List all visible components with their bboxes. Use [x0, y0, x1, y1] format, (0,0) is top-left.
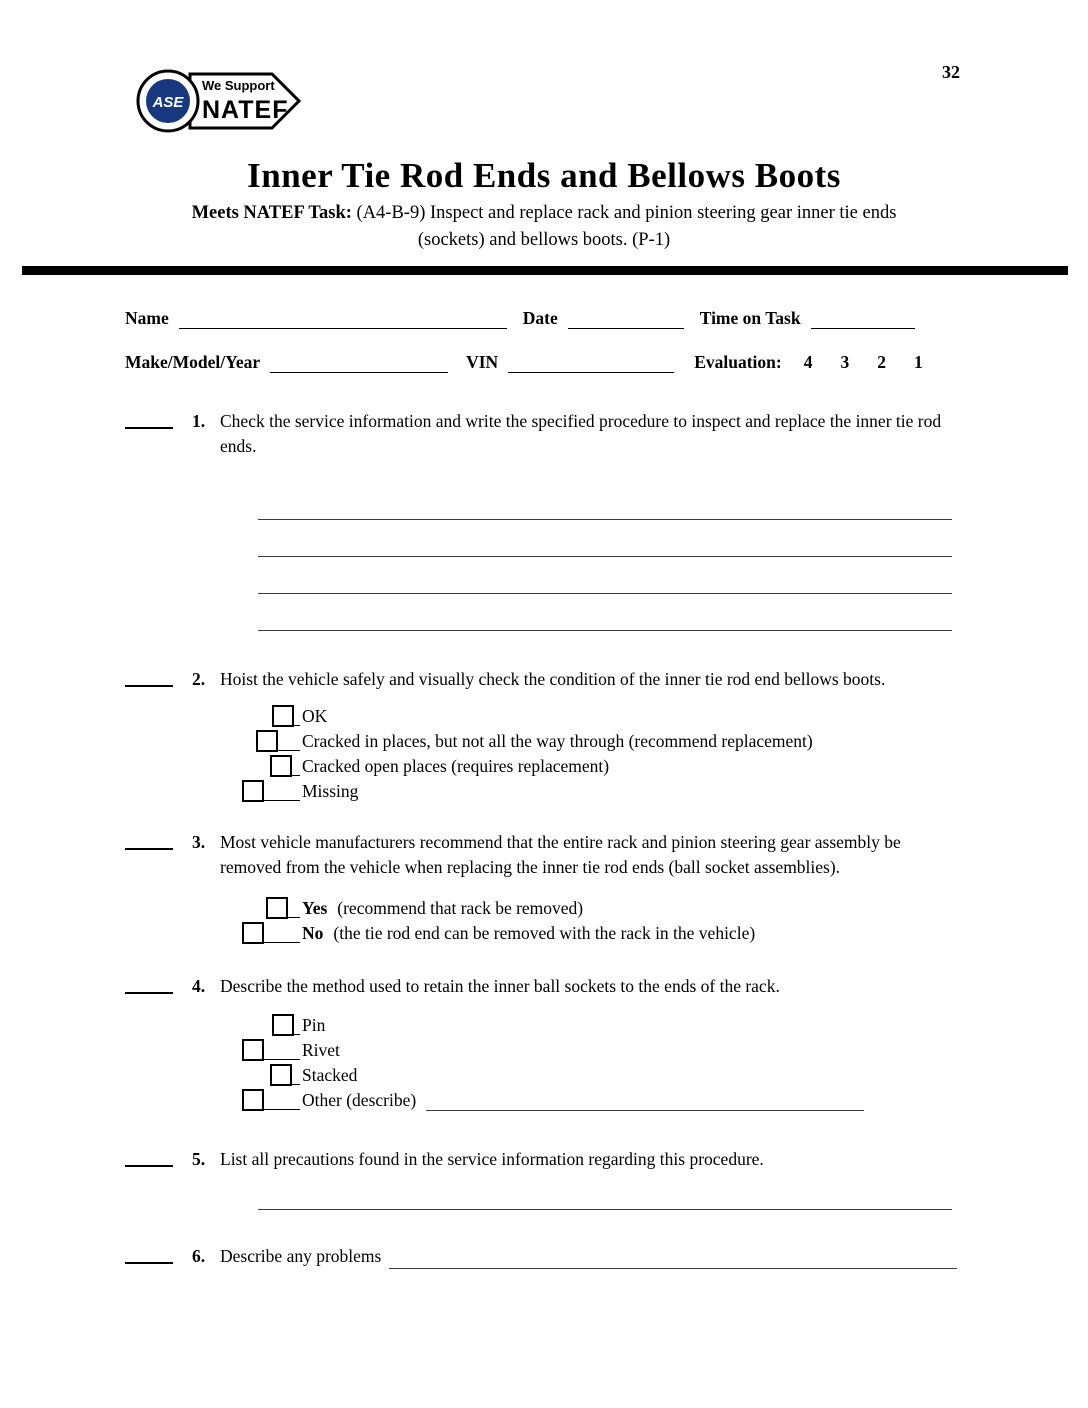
question-6-text: Describe any problems — [220, 1246, 382, 1266]
checkbox-connector — [292, 774, 300, 776]
option-label: Cracked in places, but not all the way through (recommend replacement) — [302, 731, 813, 751]
option-row — [242, 752, 960, 777]
date-label: Date — [522, 308, 558, 328]
checkbox-connector — [294, 1033, 300, 1035]
natef-key-logo-graphic — [134, 54, 310, 148]
question-2 — [125, 667, 960, 692]
question-4 — [125, 974, 960, 999]
checkbox-connector — [264, 799, 300, 801]
task-text-line2: (sockets) and bellows boots. (P-1) — [417, 230, 671, 250]
option-note: (the tie rod end can be removed with the rack in the vehicle) — [333, 923, 756, 943]
time-on-task-label: Time on Task — [699, 308, 801, 328]
question-1-number: 1. — [192, 411, 206, 431]
question-4-text: Describe the method used to retain the inner ball sockets to the ends of the rack. — [220, 976, 780, 996]
checkbox-other[interactable] — [242, 1089, 264, 1111]
option-row — [242, 727, 960, 752]
make-model-year-line — [270, 353, 448, 373]
option-label: Yes — [302, 898, 328, 918]
natef-task-line — [0, 200, 1088, 254]
vin-line — [508, 353, 674, 373]
name-line — [179, 309, 507, 329]
checkbox-yes[interactable] — [266, 897, 288, 919]
option-row — [242, 1086, 960, 1111]
checkbox-ok[interactable] — [272, 705, 294, 727]
vin-label: VIN — [466, 352, 499, 372]
question-6-number: 6. — [192, 1246, 206, 1266]
option-row — [242, 1036, 960, 1061]
question-5 — [125, 1147, 960, 1172]
we-support-text: We Support — [202, 78, 275, 93]
option-row — [242, 919, 960, 944]
question-3-grade-blank — [125, 830, 173, 850]
divider-bar — [22, 266, 1068, 275]
evaluation-value-4: 4 — [803, 352, 813, 372]
question-4-grade-blank — [125, 974, 173, 994]
checkbox-cracked-partial[interactable] — [256, 730, 278, 752]
write-line — [258, 557, 952, 594]
evaluation-label: Evaluation: — [694, 352, 782, 372]
question-2-text: Hoist the vehicle safely and visually check the condition of the inner tie rod end bellows boots. — [220, 669, 886, 689]
question-6-row — [220, 1244, 957, 1269]
checkbox-missing[interactable] — [242, 780, 264, 802]
question-4-options — [242, 1011, 960, 1111]
option-row — [242, 777, 960, 802]
option-label: Pin — [302, 1015, 326, 1035]
checkbox-connector — [264, 1058, 300, 1060]
checkbox-cracked-open[interactable] — [270, 755, 292, 777]
question-3-number: 3. — [192, 832, 206, 852]
option-label: No — [302, 923, 324, 943]
question-1 — [125, 409, 960, 459]
date-line — [568, 309, 684, 329]
form-title: Inner Tie Rod Ends and Bellows Boots — [247, 156, 841, 195]
checkbox-no[interactable] — [242, 922, 264, 944]
question-6-grade-blank — [125, 1244, 173, 1264]
option-row — [242, 1011, 960, 1036]
ase-badge-text: ASE — [152, 94, 184, 111]
time-on-task-line — [811, 309, 915, 329]
other-describe-line — [426, 1091, 864, 1111]
checkbox-rivet[interactable] — [242, 1039, 264, 1061]
question-3 — [125, 830, 960, 880]
question-5-grade-blank — [125, 1147, 173, 1167]
problems-line — [389, 1249, 957, 1269]
option-label: Missing — [302, 781, 359, 801]
page-number: 32 — [942, 62, 960, 82]
question-2-options — [242, 702, 960, 802]
option-label: Rivet — [302, 1040, 340, 1060]
question-4-number: 4. — [192, 976, 206, 996]
checkbox-connector — [294, 724, 300, 726]
checkbox-connector — [264, 941, 300, 943]
question-5-text: List all precautions found in the service information regarding this procedure. — [220, 1149, 764, 1169]
question-2-grade-blank — [125, 667, 173, 687]
info-row-2 — [125, 352, 960, 373]
option-row — [242, 1061, 960, 1086]
write-line — [258, 594, 952, 631]
question-1-answer-lines — [258, 483, 952, 631]
evaluation-value-3: 3 — [840, 352, 850, 372]
question-2-number: 2. — [192, 669, 206, 689]
evaluation-value-1: 1 — [913, 352, 923, 372]
checkbox-pin[interactable] — [272, 1014, 294, 1036]
name-label: Name — [125, 308, 169, 328]
question-3-options — [242, 894, 960, 944]
checkbox-connector — [292, 1083, 300, 1085]
question-1-text: Check the service information and write the specified procedure to inspect and replace the inner tie rod ends. — [220, 411, 942, 456]
checkbox-stacked[interactable] — [270, 1064, 292, 1086]
option-row — [242, 894, 960, 919]
option-label: Stacked — [302, 1065, 358, 1085]
checkbox-connector — [288, 916, 300, 918]
option-row — [242, 702, 960, 727]
question-3-text: Most vehicle manufacturers recommend that the entire rack and pinion steering gear assembly be removed from the vehicle when replacing the inner tie rod ends (ball socket assemblies). — [220, 832, 901, 877]
make-model-year-label: Make/Model/Year — [125, 352, 261, 372]
option-label: OK — [302, 706, 328, 726]
option-label: Other (describe) — [302, 1090, 417, 1110]
info-row-1 — [125, 308, 960, 329]
question-6 — [125, 1244, 960, 1269]
natef-text: NATEF — [202, 96, 289, 124]
task-label: Meets NATEF Task: — [191, 203, 352, 223]
task-text-line1: (A4-B-9) Inspect and replace rack and pinion steering gear inner tie ends — [356, 203, 897, 223]
question-5-number: 5. — [192, 1149, 206, 1169]
question-1-grade-blank — [125, 409, 173, 429]
checkbox-connector — [264, 1108, 300, 1110]
question-5-answer-line — [258, 1172, 952, 1210]
write-line — [258, 483, 952, 520]
evaluation-value-2: 2 — [877, 352, 886, 372]
option-note: (recommend that rack be removed) — [337, 898, 584, 918]
ase-natef-logo — [134, 54, 310, 153]
write-line — [258, 520, 952, 557]
option-label: Cracked open places (requires replacement) — [302, 756, 610, 776]
checkbox-connector — [278, 749, 300, 751]
